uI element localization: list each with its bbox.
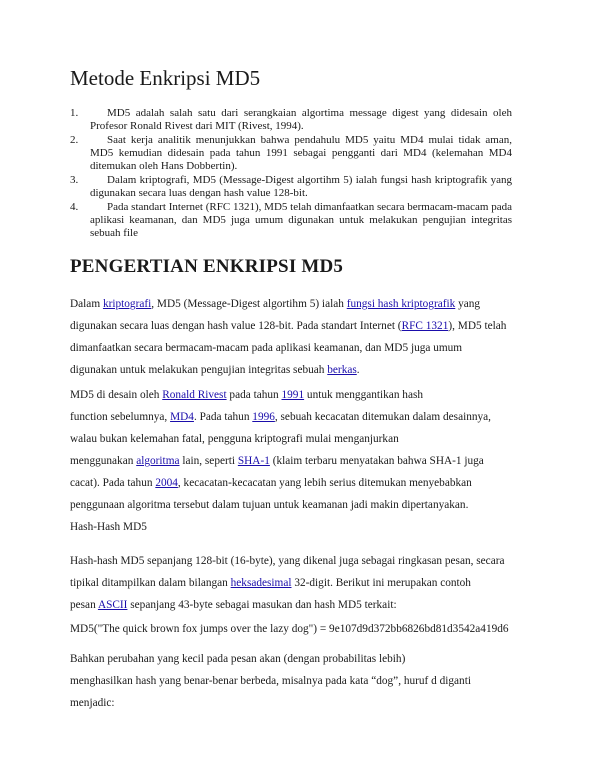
text-line	[70, 450, 540, 472]
text-line	[70, 359, 540, 381]
text: pada tahun	[226, 389, 282, 401]
link-md4[interactable]: MD4	[170, 411, 194, 423]
link-2004[interactable]: 2004	[155, 477, 178, 489]
text-line	[70, 406, 540, 428]
text: untuk menggantikan hash	[304, 389, 424, 401]
list-number: 4.	[70, 201, 79, 213]
text: tipikal ditampilkan dalam bilangan	[70, 577, 231, 589]
text-line: menghasilkan hash yang benar-benar berbeda, misalnya pada kata “dog”, huruf d diganti	[70, 675, 471, 687]
text: digunakan secara luas dengan hash value 128-bit. Pada standart Internet (	[70, 320, 402, 332]
text-line	[70, 472, 540, 494]
link-berkas[interactable]: berkas	[327, 364, 357, 376]
text-line	[70, 293, 540, 315]
text: .	[356, 364, 360, 376]
paragraph-change	[70, 648, 540, 714]
list-number: 2.	[70, 134, 79, 146]
text: (klaim terbaru menyatakan bahwa SHA-1 juga	[269, 455, 484, 467]
text: ), MD5 telah	[448, 320, 507, 332]
page-title: Metode Enkripsi MD5	[70, 66, 261, 90]
list-item	[70, 201, 512, 240]
paragraph-history	[70, 384, 540, 516]
text: function sebelumnya,	[70, 411, 171, 423]
link-ascii[interactable]: ASCII	[97, 599, 128, 611]
text-line	[70, 384, 540, 406]
list-text: Dalam kriptografi, MD5 (Message-Digest algortihm 5) ialah fungsi hash kriptografik yang digunakan secara luas dengan hash value 128-bit.	[90, 174, 512, 199]
text: sepanjang 43-byte sebagai masukan dan hash MD5 terkait:	[127, 599, 397, 611]
text: lain, seperti	[179, 455, 238, 467]
paragraph-definition	[70, 293, 540, 381]
text-line	[70, 594, 540, 616]
link-ronald-rivest[interactable]: Ronald Rivest	[162, 389, 227, 401]
text: yang	[455, 298, 481, 310]
link-fungsi-hash[interactable]: fungsi hash kriptografik	[346, 298, 456, 310]
text: , sebuah kecacatan ditemukan dalam desainnya,	[274, 411, 492, 423]
list-item	[70, 107, 512, 133]
text-line: MD5("The quick brown fox jumps over the lazy dog") = 9e107d9d372bb6826bd81d3542a419d6	[70, 623, 509, 635]
section-heading: PENGERTIAN ENKRIPSI MD5	[70, 256, 344, 277]
text: Dalam	[70, 298, 103, 310]
link-1991[interactable]: 1991	[281, 389, 305, 401]
text-line: dimanfaatkan secara bermacam-macam pada aplikasi keamanan, dan MD5 juga umum	[70, 342, 463, 354]
text: . Pada tahun	[193, 411, 253, 423]
link-heksadesimal[interactable]: heksadesimal	[230, 577, 292, 589]
text-line: walau bukan kelemahan fatal, pengguna kriptografi mulai menganjurkan	[70, 433, 399, 445]
subheading-hash: Hash-Hash MD5	[70, 521, 147, 533]
list-number: 1.	[70, 107, 79, 119]
list-text: MD5 adalah salah satu dari serangkaian algortima message digest yang didesain oleh Profesor Ronald Rivest dari MIT (Rivest, 1994).	[90, 107, 512, 132]
text-line	[70, 315, 540, 337]
list-item	[70, 174, 512, 200]
link-kriptografi[interactable]: kriptografi	[102, 298, 152, 310]
text-line	[70, 572, 540, 594]
text: pesan	[70, 599, 98, 611]
text-line: menjadic:	[70, 697, 115, 709]
list-item	[70, 134, 512, 173]
text-line: Bahkan perubahan yang kecil pada pesan akan (dengan probabilitas lebih)	[70, 653, 406, 665]
text: 32-digit. Berikut ini merupakan contoh	[291, 577, 471, 589]
text: menggunakan	[70, 455, 137, 467]
text: , kecacatan-kecacatan yang lebih serius ditemukan menyebabkan	[177, 477, 472, 489]
link-sha-1[interactable]: SHA-1	[237, 455, 270, 467]
numbered-list	[70, 107, 512, 241]
list-text: Pada standart Internet (RFC 1321), MD5 telah dimanfaatkan secara bermacam-macam pada aplikasi keamanan, dan MD5 juga umum digunakan untuk melakukan pengujian integritas sebuah file	[90, 201, 512, 239]
md5-example	[70, 618, 540, 640]
list-text: Saat kerja analitik menunjukkan bahwa pendahulu MD5 yaitu MD4 mulai tidak aman, MD5 kemudian didesain pada tahun 1991 sebagai pengganti dari MD4 (kelemahan MD4 ditemukan oleh Hans Dobbertin).	[90, 134, 512, 172]
text: , MD5 (Message-Digest algortihm 5) ialah	[151, 298, 347, 310]
text: cacat). Pada tahun	[70, 477, 156, 489]
text: MD5 di desain oleh	[70, 389, 163, 401]
paragraph-hash	[70, 550, 540, 616]
link-1996[interactable]: 1996	[252, 411, 275, 423]
text-line: Hash-hash MD5 sepanjang 128-bit (16-byte), yang dikenal juga sebagai ringkasan pesan, secara	[70, 555, 505, 567]
link-rfc-1321[interactable]: RFC 1321	[401, 320, 449, 332]
link-algoritma[interactable]: algoritma	[136, 455, 180, 467]
list-number: 3.	[70, 174, 79, 186]
text: digunakan untuk melakukan pengujian integritas sebuah	[70, 364, 328, 376]
text-line: penggunaan algoritma tersebut dalam tujuan untuk keamanan jadi makin dipertanyakan.	[70, 499, 469, 511]
